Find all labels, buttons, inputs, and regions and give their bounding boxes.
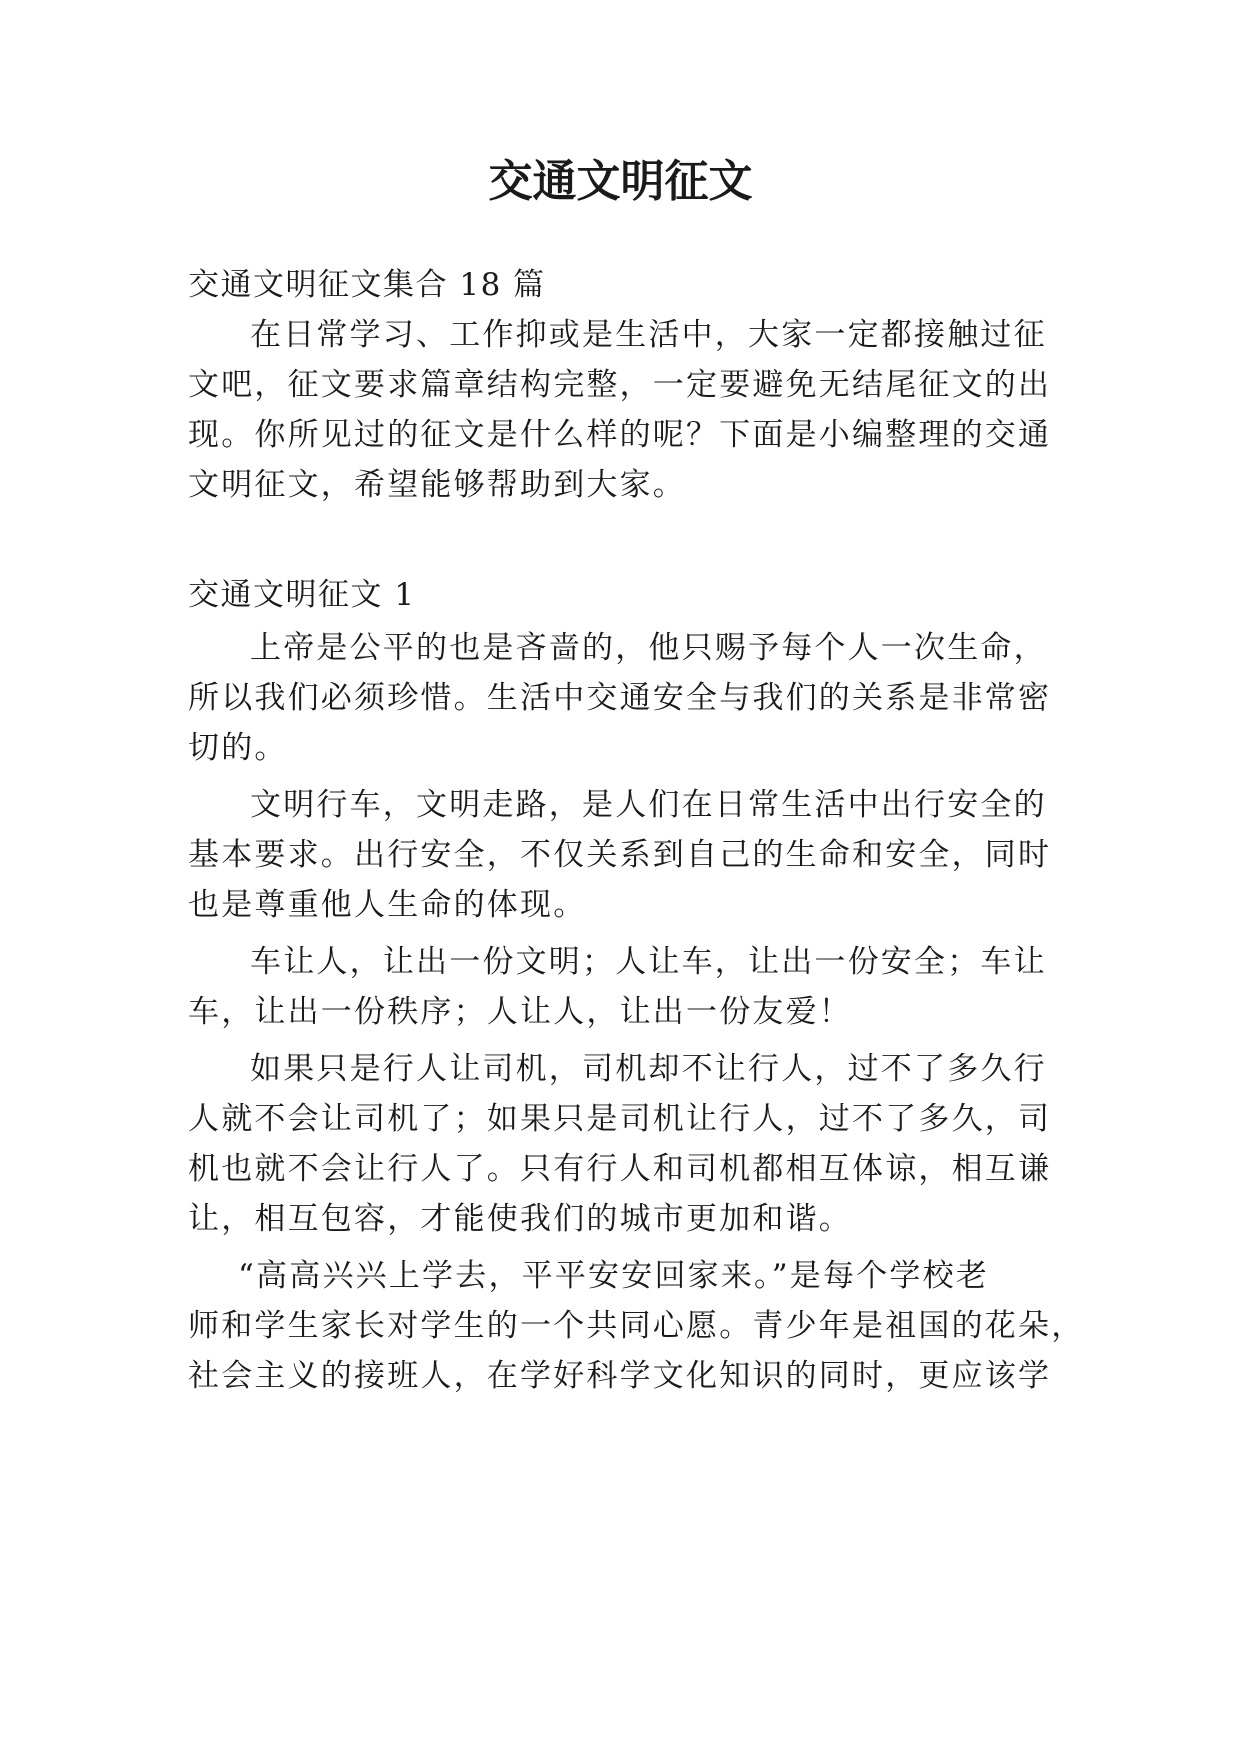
intro-line: 文吧，征文要求篇章结构完整，一定要避免无结尾征文的出 — [188, 367, 1052, 403]
body-line: 所以我们必须珍惜。生活中交通安全与我们的关系是非常密 — [188, 680, 1052, 716]
intro-line: 文明征文，希望能够帮助到大家。 — [188, 467, 686, 503]
body-line: 人就不会让司机了；如果只是司机让行人，过不了多久，司 — [188, 1101, 1052, 1137]
body-line: 文明行车，文明走路，是人们在日常生活中出行安全的 — [250, 787, 1047, 823]
section-heading: 交通文明征文 1 — [188, 577, 416, 613]
body-line: 基本要求。出行安全，不仅关系到自己的生命和安全，同时 — [188, 837, 1052, 873]
body-line: 机也就不会让行人了。只有行人和司机都相互体谅，相互谦 — [188, 1151, 1052, 1187]
body-line: 也是尊重他人生命的体现。 — [188, 887, 587, 923]
body-line: 车，让出一份秩序；人让人，让出一份友爱！ — [188, 994, 852, 1030]
intro-line: 在日常学习、工作抑或是生活中，大家一定都接触过征 — [250, 317, 1047, 353]
body-line: 社会主义的接班人，在学好科学文化知识的同时，更应该学 — [188, 1358, 1052, 1394]
body-line: 切的。 — [188, 730, 288, 766]
body-line: 让，相互包容，才能使我们的城市更加和谐。 — [188, 1201, 852, 1237]
body-line: 如果只是行人让司机，司机却不让行人，过不了多久行 — [250, 1051, 1047, 1087]
document-title: 交通文明征文 — [488, 156, 753, 207]
body-line: “高高兴兴上学去，平平安安回家来。”是每个学校老 — [238, 1258, 989, 1294]
intro-line: 现。你所见过的征文是什么样的呢？下面是小编整理的交通 — [188, 417, 1052, 453]
body-line: 车让人，让出一份文明；人让车，让出一份安全；车让 — [250, 944, 1047, 980]
collection-subtitle: 交通文明征文集合 18 篇 — [188, 267, 546, 303]
body-line: 师和学生家长对学生的一个共同心愿。青少年是祖国的花朵， — [188, 1308, 1085, 1344]
body-line: 上帝是公平的也是吝啬的，他只赐予每个人一次生命， — [250, 630, 1047, 666]
